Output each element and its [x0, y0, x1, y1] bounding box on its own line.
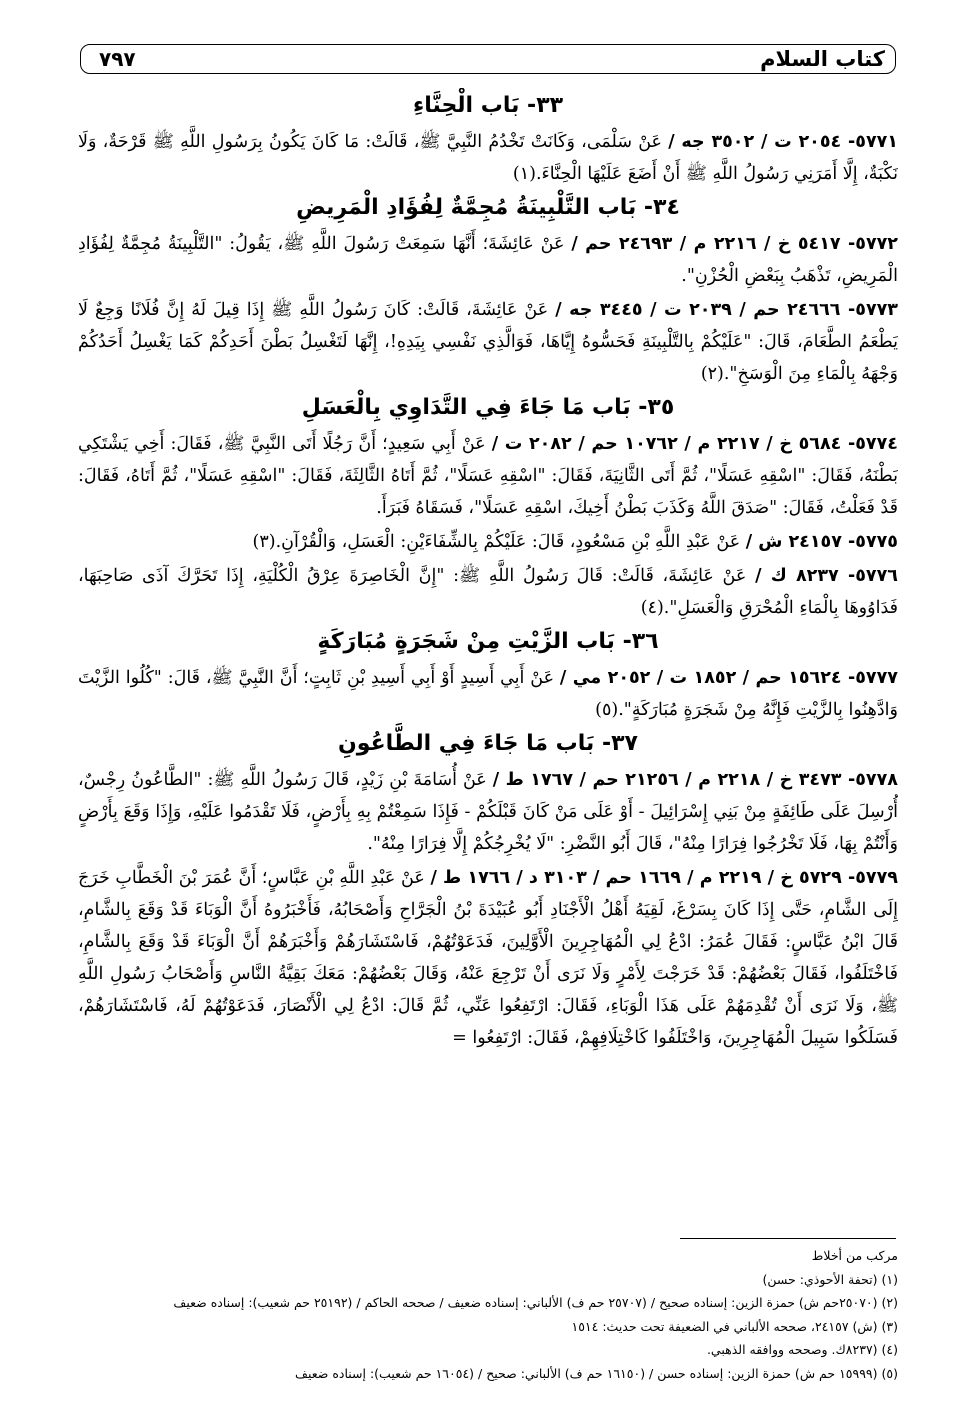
chapter-title: ٣٥- بَاب مَا جَاءَ فِي التَّدَاوِي بِالْعَسَلِ	[301, 395, 675, 420]
hadith-entry	[78, 526, 898, 558]
hadith-reference: ٥٧٧٣- ٢٤٦٦٦ حم / ٢٠٣٩ ت / ٣٤٤٥ جه /	[555, 300, 898, 320]
hadith-reference: ٥٧٧٨- ٣٤٧٣ خ / ٢٢١٨ م / ٢١٢٥٦ حم / ١٧٦٧ ط /	[492, 770, 898, 790]
footnote: مركب من أخلاط	[811, 1248, 898, 1263]
hadith-entry	[78, 560, 898, 624]
hadith-text: عَنْ عَائِشَةَ، قَالَتْ: كَانَ رَسُولُ اللَّهِ ﷺ إِذَا قِيلَ لَهُ إِنَّ فُلَانًا وَجِعٌ لَا يَطْعَمُ الطَّعَامَ، قَالَ: "عَلَيْكُمْ بِالتَّلْبِينَةِ فَحَسُّوهُ إِيَّاهَا، فَوَالَّذِي نَفْسِي بِيَدِهِ!، إِنَّهَا لَتَغْسِلُ بَطْنَ أَحَدِكُمْ كَمَا يَغْسِلُ أَحَدُكُمْ وَجْهَهُ بِالْمَاءِ مِنَ الْوَسَخِ".(٢)	[78, 300, 898, 384]
footnote: (٤) (٨٢٣٧ك. وصححه ووافقه الذهبي.	[706, 1342, 898, 1357]
chapter-title: ٣٣- بَاب الْحِنَّاءِ	[412, 93, 564, 118]
hadith-reference: ٥٧٧١- ٢٠٥٤ ت / ٣٥٠٢ جه /	[668, 132, 898, 152]
hadith-text: عَنْ عَبْدِ اللَّهِ بْنِ مَسْعُودٍ، قَالَ: عَلَيْكُمْ بِالشِّفَاءَيْنِ: الْعَسَلِ، وَالْقُرْآنِ.(٣)	[252, 532, 741, 552]
hadith-text: عَنْ أَبِي أَسِيدٍ أَوْ أَبِي أَسِيدِ بْنِ ثَابِتٍ؛ أَنَّ النَّبِيَّ ﷺ، قَالَ: "كُلُوا الزَّيْتَ وَادَّهِنُوا بِالزَّيْتِ فَإِنَّهُ مِنْ شَجَرَةٍ مُبَارَكَةٍ".(٥)	[78, 668, 898, 720]
hadith-text: عَنْ أَبِي سَعِيدٍ؛ أَنَّ رَجُلًا أَتَى النَّبِيَّ ﷺ، فَقَالَ: أَخِي يَشْتَكِي بَطْنَهُ، فَقَالَ: "اسْقِهِ عَسَلًا"، ثُمَّ أَتَى الثَّانِيَةَ، فَقَالَ: "اسْقِهِ عَسَلًا"، ثُمَّ أَتَاهُ الثَّالِثَةَ، فَقَالَ: "اسْقِهِ عَسَلًا"، ثُمَّ أَتَاهُ، فَقَالَ: قَدْ فَعَلْتُ، فَقَالَ: "صَدَقَ اللَّهُ وَكَذَبَ بَطْنُ أَخِيكَ، اسْقِهِ عَسَلًا"، فَسَقَاهُ فَبَرَأَ.	[78, 434, 898, 518]
hadith-entry	[78, 228, 898, 292]
hadith-entry	[78, 294, 898, 390]
hadith-reference: ٥٧٧٦- ٨٢٣٧ ك /	[755, 566, 898, 586]
page-header	[80, 44, 896, 74]
hadith-reference: ٥٧٧٤- ٥٦٨٤ خ / ٢٢١٧ م / ١٠٧٦٢ حم / ٢٠٨٢ ت /	[491, 434, 898, 454]
hadith-text: عَنْ عَائِشَةَ، قَالَتْ: قَالَ رَسُولُ اللَّهِ ﷺ: "إِنَّ الْخَاصِرَةَ عِرْقُ الْكُلْيَةِ، إِذَا تَحَرَّكَ آذَى صَاحِبَهَا، فَدَاوُوهَا بِالْمَاءِ الْمُحْرَقِ وَالْعَسَلِ".(٤)	[78, 566, 898, 618]
footnotes	[78, 1244, 898, 1385]
footnote: (٢) (٢٥٠٧٠حم ش) حمزة الزين: إسناده صحيح / (٢٥٧٠٧ حم ف) الألباني: إسناده ضعيف / صححه الحاكم / (٢٥١٩٢ حم شعيب): إسناده ضعيف	[173, 1295, 898, 1310]
hadith-entry	[78, 126, 898, 190]
footnote: (٥) (١٥٩٩٩ حم ش) حمزة الزين: إسناده حسن / (١٦١٥٠ حم ف) الألباني: صحيح / (١٦٠٥٤ حم شعيب): إسناده ضعيف	[295, 1365, 898, 1381]
hadith-reference: ٥٧٧٢- ٥٤١٧ خ / ٢٢١٦ م / ٢٤٦٩٣ حم /	[571, 234, 898, 254]
book-title: كتاب السلام	[760, 47, 885, 71]
continuation-mark: =	[452, 1028, 467, 1048]
hadith-reference: ٥٧٧٧- ١٥٦٢٤ حم / ١٨٥٢ ت / ٢٠٥٢ مي /	[559, 668, 898, 688]
hadith-text: عَنْ عَبْدِ اللَّهِ بْنِ عَبَّاسٍ؛ أَنَّ عُمَرَ بْنَ الْخَطَّابِ خَرَجَ إِلَى الشَّامِ، حَتَّى إِذَا كَانَ بِسَرْغَ، لَقِيَهُ أَهْلُ الْأَجْنَادِ أَبُو عُبَيْدَةَ بْنُ الْجَرَّاحِ وَأَصْحَابُهُ، فَأَخْبَرُوهُ أَنَّ الْوَبَاءَ قَدْ وَقَعَ بِالشَّامِ، قَالَ ابْنُ عَبَّاسٍ: فَقَالَ عُمَرُ: ادْعُ لِي الْمُهَاجِرِينَ الْأَوَّلِينَ، فَدَعَوْتُهُمْ، فَاسْتَشَارَهُمْ وَأَخْبَرَهُمْ أَنَّ الْوَبَاءَ قَدْ وَقَعَ بِالشَّامِ، فَاخْتَلَفُوا، فَقَالَ بَعْضُهُمْ: قَدْ خَرَجْتَ لِأَمْرٍ وَلَا نَرَى أَنْ تَرْجِعَ عَنْهُ، وَقَالَ بَعْضُهُمْ: مَعَكَ بَقِيَّةُ النَّاسِ وَأَصْحَابُ رَسُولِ اللَّهِ ﷺ، وَلَا نَرَى أَنْ تُقْدِمَهُمْ عَلَى هَذَا الْوَبَاءِ، فَقَالَ: ارْتَفِعُوا عَنِّي، ثُمَّ قَالَ: ادْعُ لِي الْأَنْصَارَ، فَدَعَوْتُهُمْ لَهُ، فَاسْتَشَارَهُمْ، فَسَلَكُوا سَبِيلَ الْمُهَاجِرِينَ، وَاخْتَلَفُوا كَاخْتِلَافِهِمْ، فَقَالَ: ارْتَفِعُوا	[78, 868, 898, 1048]
chapter-title: ٣٦- بَاب الزَّيْتِ مِنْ شَجَرَةٍ مُبَارَكَةٍ	[317, 629, 659, 654]
hadith-entry	[78, 662, 898, 726]
page-content	[78, 88, 898, 1198]
footnote: (٣) (ش) ٢٤١٥٧، صححه الألباني في الضعيفة تحت حديث: ١٥١٤	[571, 1318, 898, 1334]
footnote: (١) (تحفة الأحوذي: حسن)	[762, 1271, 898, 1287]
hadith-reference: ٥٧٧٩- ٥٧٢٩ خ / ٢٢١٩ م / ١٦٦٩ حم / ٣١٠٣ د / ١٧٦٦ ط /	[430, 868, 898, 888]
hadith-entry	[78, 428, 898, 524]
hadith-entry	[78, 862, 898, 1054]
page-number: ٧٩٧	[99, 47, 136, 71]
chapter-title: ٣٤- بَاب التَّلْبِينَةُ مُجِمَّةٌ لِفُؤَادِ الْمَرِيضِ	[296, 195, 680, 220]
footnote-separator	[680, 1238, 896, 1239]
hadith-text: عَنْ عَائِشَةَ؛ أَنَّهَا سَمِعَتْ رَسُولَ اللَّهِ ﷺ، يَقُولُ: "التَّلْبِينَةُ مُجِمَّةٌ لِفُؤَادِ الْمَرِيضِ، تَذْهَبُ بِبَعْضِ الْحُزْنِ".	[78, 234, 898, 286]
chapter-title: ٣٧- بَاب مَا جَاءَ فِي الطَّاعُونِ	[338, 731, 638, 756]
hadith-entry	[78, 764, 898, 860]
hadith-text: عَنْ سَلْمَى، وَكَانَتْ تَخْدُمُ النَّبِيَّ ﷺ، قَالَتْ: مَا كَانَ يَكُونُ بِرَسُولِ اللَّهِ ﷺ قَرْحَةٌ، وَلَا نَكْبَةٌ، إِلَّا أَمَرَنِي رَسُولُ اللَّهِ ﷺ أَنْ أَضَعَ عَلَيْهَا الْحِنَّاءَ.(١)	[78, 132, 898, 184]
hadith-text: عَنْ أُسَامَةَ بْنِ زَيْدٍ، قَالَ رَسُولُ اللَّهِ ﷺ: "الطَّاعُونُ رِجْسٌ، أُرْسِلَ عَلَى طَائِفَةٍ مِنْ بَنِي إِسْرَائِيلَ - أَوْ عَلَى مَنْ كَانَ قَبْلَكُمْ - فَإِذَا سَمِعْتُمْ بِهِ بِأَرْضٍ، فَلَا تَقْدَمُوا عَلَيْهِ، وَإِذَا وَقَعَ بِأَرْضٍ وَأَنْتُمْ بِهَا، فَلَا تَخْرُجُوا فِرَارًا مِنْهُ"، قَالَ أَبُو النَّضْرِ: "لَا يُخْرِجُكُمْ إِلَّا فِرَارًا مِنْهُ".	[78, 770, 898, 854]
hadith-reference: ٥٧٧٥- ٢٤١٥٧ ش /	[745, 532, 898, 552]
